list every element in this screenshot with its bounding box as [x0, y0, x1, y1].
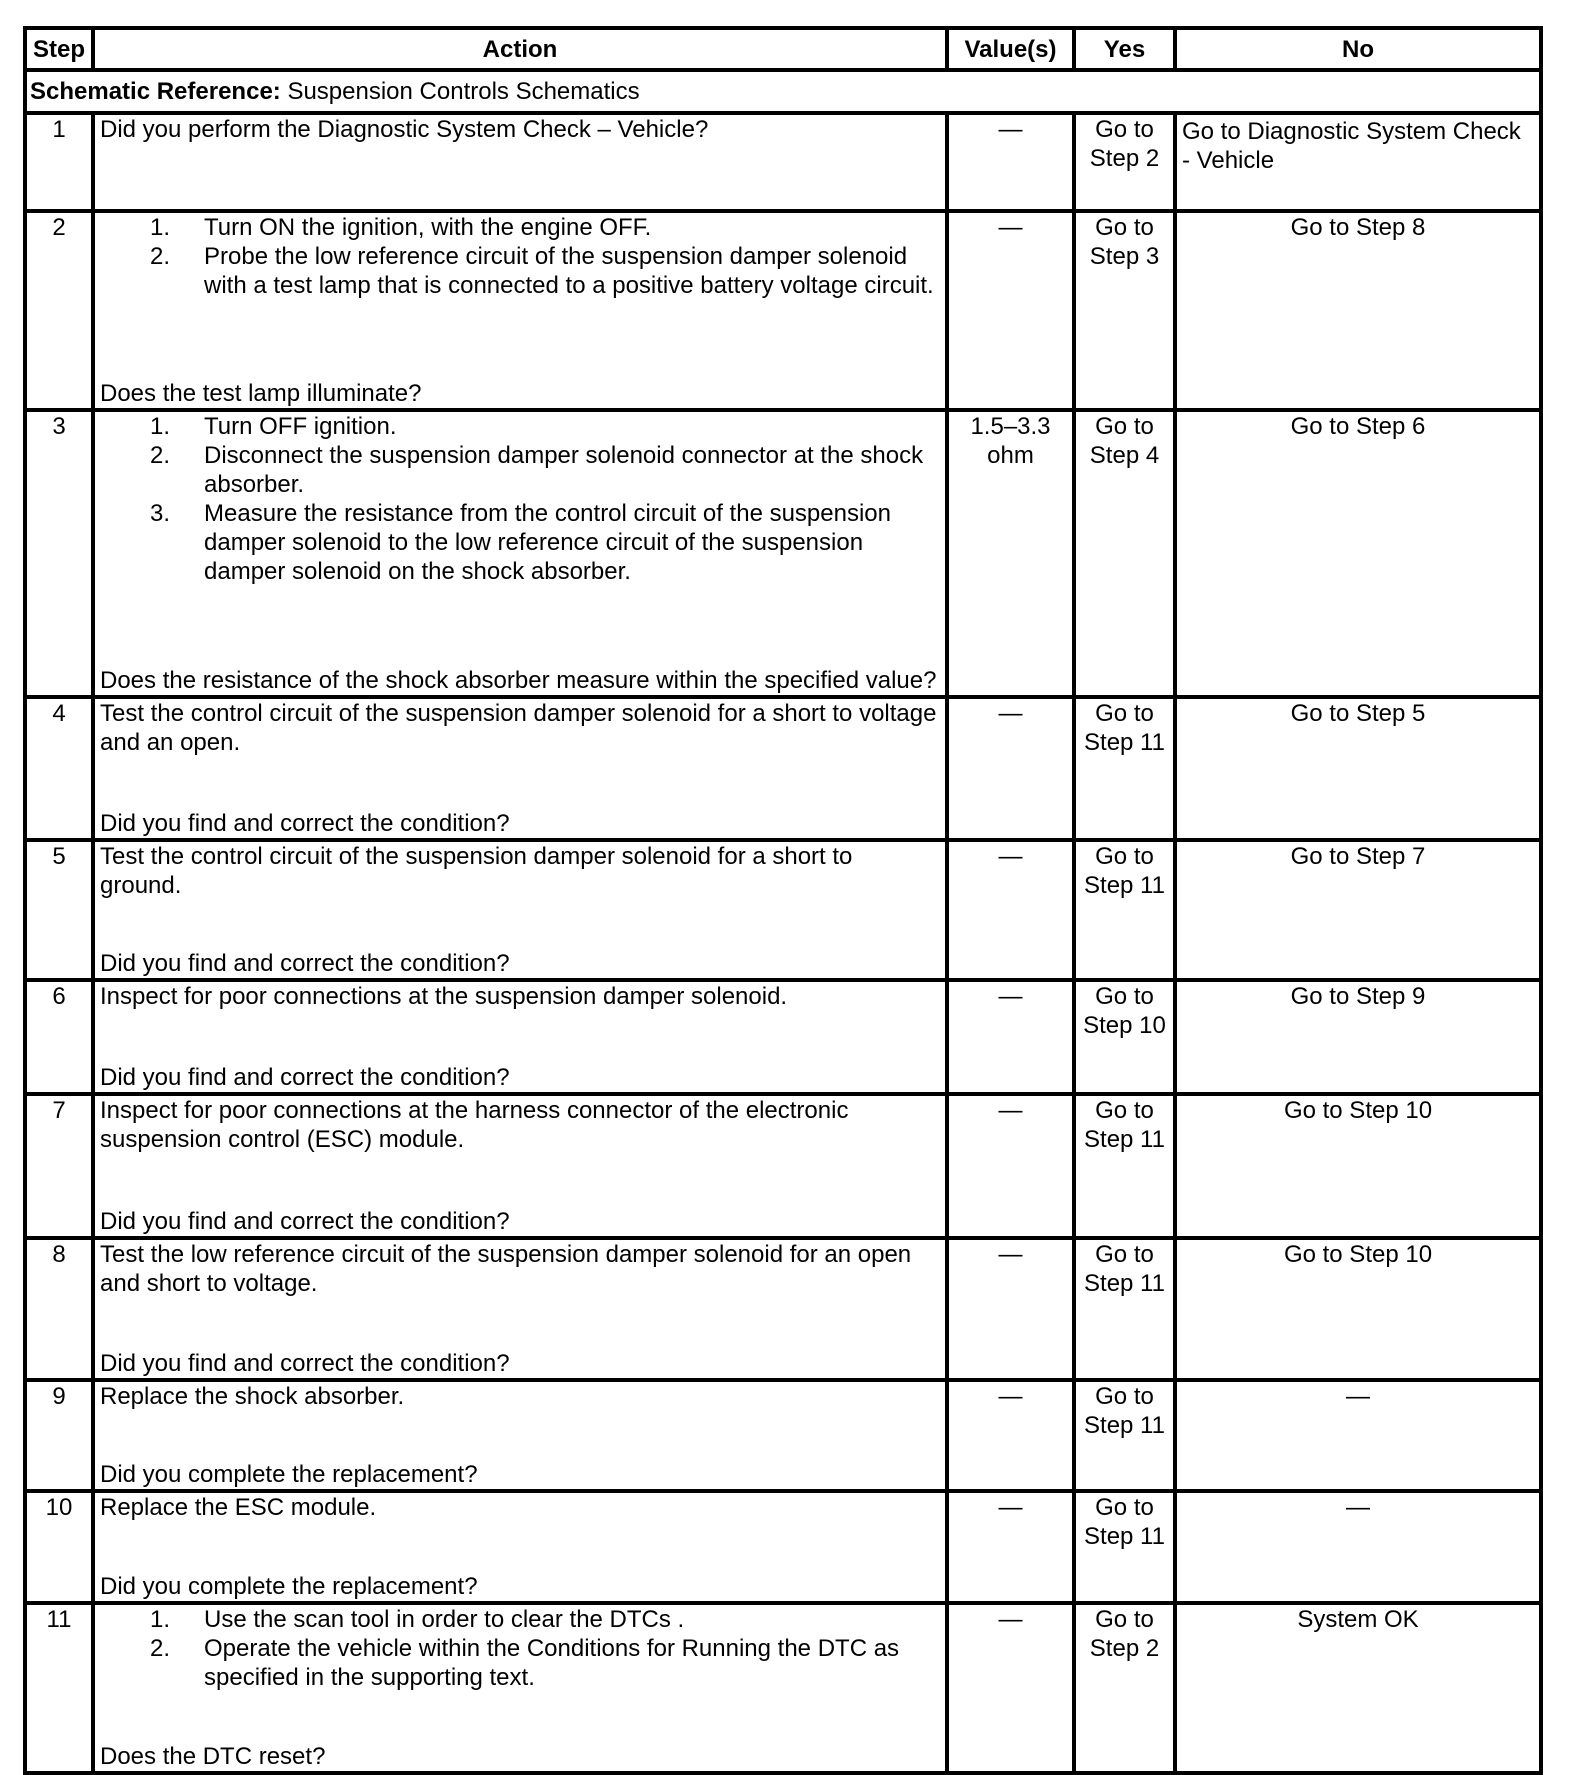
- step-number: 10: [25, 1491, 93, 1603]
- header-values: Value(s): [947, 28, 1074, 70]
- yes-cell[interactable]: Go to Step 11: [1074, 697, 1175, 840]
- action-cell: [93, 980, 947, 1094]
- no-cell: —: [1175, 1491, 1541, 1603]
- yes-cell[interactable]: Go to Step 2: [1074, 113, 1175, 211]
- yes-cell[interactable]: Go to Step 10: [1074, 980, 1175, 1094]
- table-row: [25, 1238, 1541, 1380]
- no-cell[interactable]: Go to Step 10: [1175, 1238, 1541, 1380]
- table-row: [25, 410, 1541, 697]
- action-cell: [93, 410, 947, 697]
- value-cell: —: [947, 980, 1074, 1094]
- table-row: [25, 697, 1541, 840]
- yes-cell[interactable]: Go to Step 11: [1074, 1238, 1175, 1380]
- action-cell: [93, 1491, 947, 1603]
- no-cell[interactable]: Go to Diagnostic System Check - Vehicle: [1175, 113, 1541, 211]
- table-row: [25, 980, 1541, 1094]
- action-question: Did you find and correct the condition?: [100, 1208, 510, 1235]
- yes-cell[interactable]: Go to Step 11: [1074, 1094, 1175, 1238]
- action-question: Did you find and correct the condition?: [100, 1350, 510, 1377]
- yes-cell[interactable]: Go to Step 11: [1074, 840, 1175, 980]
- action-cell: [93, 1603, 947, 1773]
- yes-cell[interactable]: Go to Step 2: [1074, 1603, 1175, 1773]
- action-question: Did you find and correct the condition?: [100, 950, 510, 977]
- action-question: Does the DTC reset?: [100, 1743, 326, 1770]
- no-cell[interactable]: Go to Step 7: [1175, 840, 1541, 980]
- instruction-list: [100, 213, 940, 300]
- action-cell: [93, 211, 947, 410]
- action-question: Does the test lamp illuminate?: [100, 380, 422, 407]
- yes-cell[interactable]: Go to Step 11: [1074, 1491, 1175, 1603]
- step-number: 9: [25, 1380, 93, 1491]
- header-no: No: [1175, 28, 1541, 70]
- value-cell: —: [947, 697, 1074, 840]
- action-cell: [93, 1380, 947, 1491]
- table-row: [25, 1380, 1541, 1491]
- list-item: 2. Operate the vehicle within the Conditions for Running the DTC as specified in the supporting text.: [150, 1635, 900, 1691]
- no-cell[interactable]: Go to Step 9: [1175, 980, 1541, 1094]
- instruction-list: [100, 1605, 940, 1692]
- no-cell[interactable]: Go to Step 10: [1175, 1094, 1541, 1238]
- action-cell: [93, 113, 947, 211]
- step-number: 5: [25, 840, 93, 980]
- schematic-label: Schematic Reference:: [30, 78, 281, 105]
- header-yes: Yes: [1074, 28, 1175, 70]
- table-row: [25, 1094, 1541, 1238]
- value-cell: —: [947, 1491, 1074, 1603]
- action-text: Test the control circuit of the suspension damper solenoid for a short to ground.: [100, 843, 853, 899]
- step-number: 3: [25, 410, 93, 697]
- no-cell: System OK: [1175, 1603, 1541, 1773]
- action-question: Did you complete the replacement?: [100, 1573, 478, 1600]
- header-action: Action: [93, 28, 947, 70]
- step-number: 7: [25, 1094, 93, 1238]
- no-cell: —: [1175, 1380, 1541, 1491]
- action-cell: [93, 697, 947, 840]
- table-row: [25, 1491, 1541, 1603]
- table-row: [25, 1603, 1541, 1773]
- step-number: 4: [25, 697, 93, 840]
- action-question: Did you find and correct the condition?: [100, 1064, 510, 1091]
- no-cell[interactable]: Go to Step 6: [1175, 410, 1541, 697]
- action-question: Did you complete the replacement?: [100, 1461, 478, 1488]
- step-number: 1: [25, 113, 93, 211]
- diagnostic-table: [23, 26, 1543, 1775]
- value-cell: —: [947, 1094, 1074, 1238]
- action-text: Replace the shock absorber.: [100, 1383, 405, 1410]
- value-cell: —: [947, 1380, 1074, 1491]
- action-question: Does the resistance of the shock absorber measure within the specified value?: [100, 667, 937, 694]
- schematic-reference-row: [25, 70, 1541, 113]
- list-item: 1. Turn ON the ignition, with the engine OFF.: [150, 214, 652, 241]
- value-cell: —: [947, 211, 1074, 410]
- header-step: Step: [25, 28, 93, 70]
- value-cell: —: [947, 113, 1074, 211]
- action-text: Replace the ESC module.: [100, 1494, 377, 1521]
- list-item: 1. Use the scan tool in order to clear the DTCs .: [150, 1606, 685, 1633]
- list-item: 2. Probe the low reference circuit of the suspension damper solenoid with a test lamp that is connected to a positive battery voltage circuit.: [150, 243, 934, 299]
- value-cell: —: [947, 840, 1074, 980]
- yes-cell[interactable]: Go to Step 4: [1074, 410, 1175, 697]
- instruction-list: [100, 412, 940, 586]
- action-text: Inspect for poor connections at the suspension damper solenoid.: [100, 983, 788, 1010]
- no-cell[interactable]: Go to Step 5: [1175, 697, 1541, 840]
- no-cell[interactable]: Go to Step 8: [1175, 211, 1541, 410]
- action-text: Test the control circuit of the suspension damper solenoid for a short to voltage and an open.: [100, 700, 937, 756]
- value-cell: 1.5–3.3 ohm: [947, 410, 1074, 697]
- list-item: 2. Disconnect the suspension damper solenoid connector at the shock absorber.: [150, 442, 924, 498]
- action-cell: [93, 1094, 947, 1238]
- step-number: 11: [25, 1603, 93, 1773]
- yes-cell[interactable]: Go to Step 11: [1074, 1380, 1175, 1491]
- header-row: [25, 28, 1541, 70]
- action-cell: [93, 1238, 947, 1380]
- value-cell: —: [947, 1238, 1074, 1380]
- action-text: Did you perform the Diagnostic System Check – Vehicle?: [100, 116, 709, 143]
- step-number: 6: [25, 980, 93, 1094]
- table-row: [25, 113, 1541, 211]
- action-question: Did you find and correct the condition?: [100, 810, 510, 837]
- action-text: Test the low reference circuit of the suspension damper solenoid for an open and short to voltage.: [100, 1241, 912, 1297]
- list-item: 3. Measure the resistance from the control circuit of the suspension damper solenoid to the low reference circuit of the suspension damper solenoid on the shock absorber.: [150, 500, 891, 585]
- table-row: [25, 211, 1541, 410]
- list-item: 1. Turn OFF ignition.: [150, 413, 397, 440]
- action-cell: [93, 840, 947, 980]
- yes-cell[interactable]: Go to Step 3: [1074, 211, 1175, 410]
- action-text: Inspect for poor connections at the harness connector of the electronic suspension control (ESC) module.: [100, 1097, 849, 1153]
- table-row: [25, 840, 1541, 980]
- step-number: 8: [25, 1238, 93, 1380]
- value-cell: —: [947, 1603, 1074, 1773]
- step-number: 2: [25, 211, 93, 410]
- schematic-link[interactable]: Suspension Controls Schematics: [280, 78, 640, 105]
